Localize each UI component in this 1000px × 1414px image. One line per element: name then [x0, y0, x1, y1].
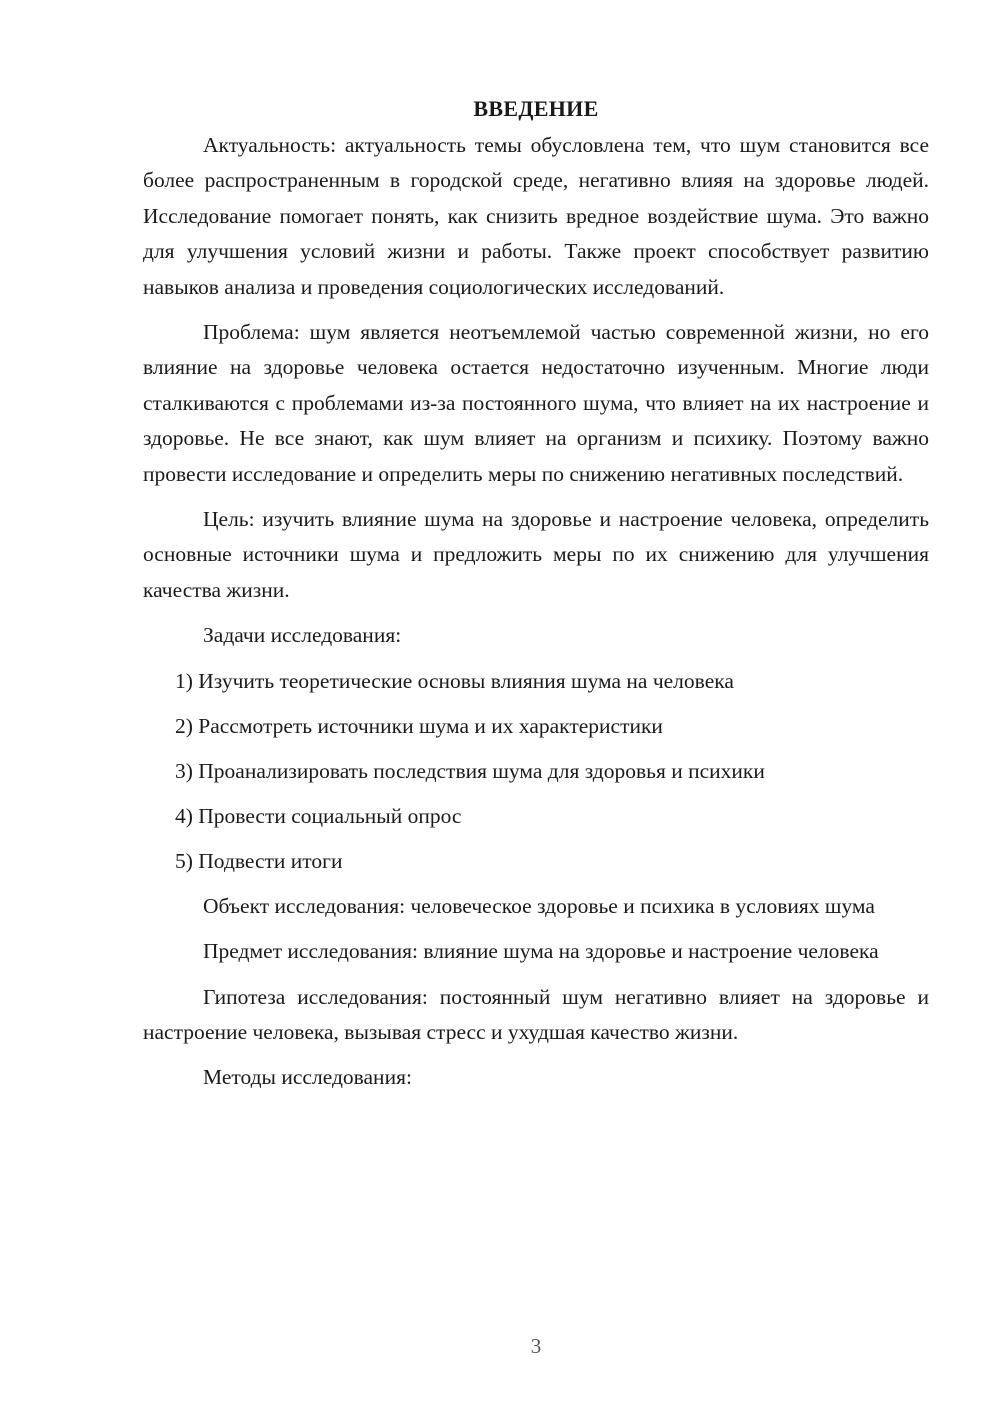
page-content	[143, 94, 929, 1106]
task-item: 3) Проанализировать последствия шума для здоровья и психики	[175, 758, 765, 783]
task-item: 2) Рассмотреть источники шума и их характеристики	[175, 713, 663, 738]
task-item: 1) Изучить теоретические основы влияния шума на человека	[175, 668, 734, 693]
page-title: ВВЕДЕНИЕ	[473, 96, 599, 121]
goal-paragraph: Цель: изучить влияние шума на здоровье и настроение человека, определить основные источники шума и предложить меры по их снижению для улучшения качества жизни.	[143, 507, 929, 602]
tasks-list	[175, 664, 929, 879]
task-item: 4) Провести социальный опрос	[175, 803, 462, 828]
tasks-heading: Задачи исследования:	[203, 623, 402, 648]
problem-paragraph: Проблема: шум является неотъемлемой частью современной жизни, но его влияние на здоровье человека остается недостаточно изученным. Многие люди сталкиваются с проблемами из-за постоянного шума, что влияет на их настроение и здоровье. Не все знают, как шум влияет на организм и психику. Поэтому важно провести исследование и определить меры по снижению негативных последствий.	[143, 320, 929, 486]
task-item: 5) Подвести итоги	[175, 848, 343, 873]
object-paragraph: Объект исследования: человеческое здоровье и психика в условиях шума	[203, 893, 875, 918]
hypothesis-paragraph: Гипотеза исследования: постоянный шум негативно влияет на здоровье и настроение человека, вызывая стресс и ухудшая качество жизни.	[143, 984, 929, 1044]
page-number: 3	[530, 1334, 542, 1358]
methods-heading: Методы исследования:	[203, 1065, 412, 1090]
subject-paragraph: Предмет исследования: влияние шума на здоровье и настроение человека	[203, 939, 879, 964]
relevance-paragraph: Актуальность: актуальность темы обусловлена тем, что шум становится все более распространенным в городской среде, негативно влияя на здоровье людей. Исследование помогает понять, как снизить вредное воздействие шума. Это важно для улучшения условий жизни и работы. Также проект способствует развитию навыков анализа и проведения социологических исследований.	[143, 133, 929, 299]
